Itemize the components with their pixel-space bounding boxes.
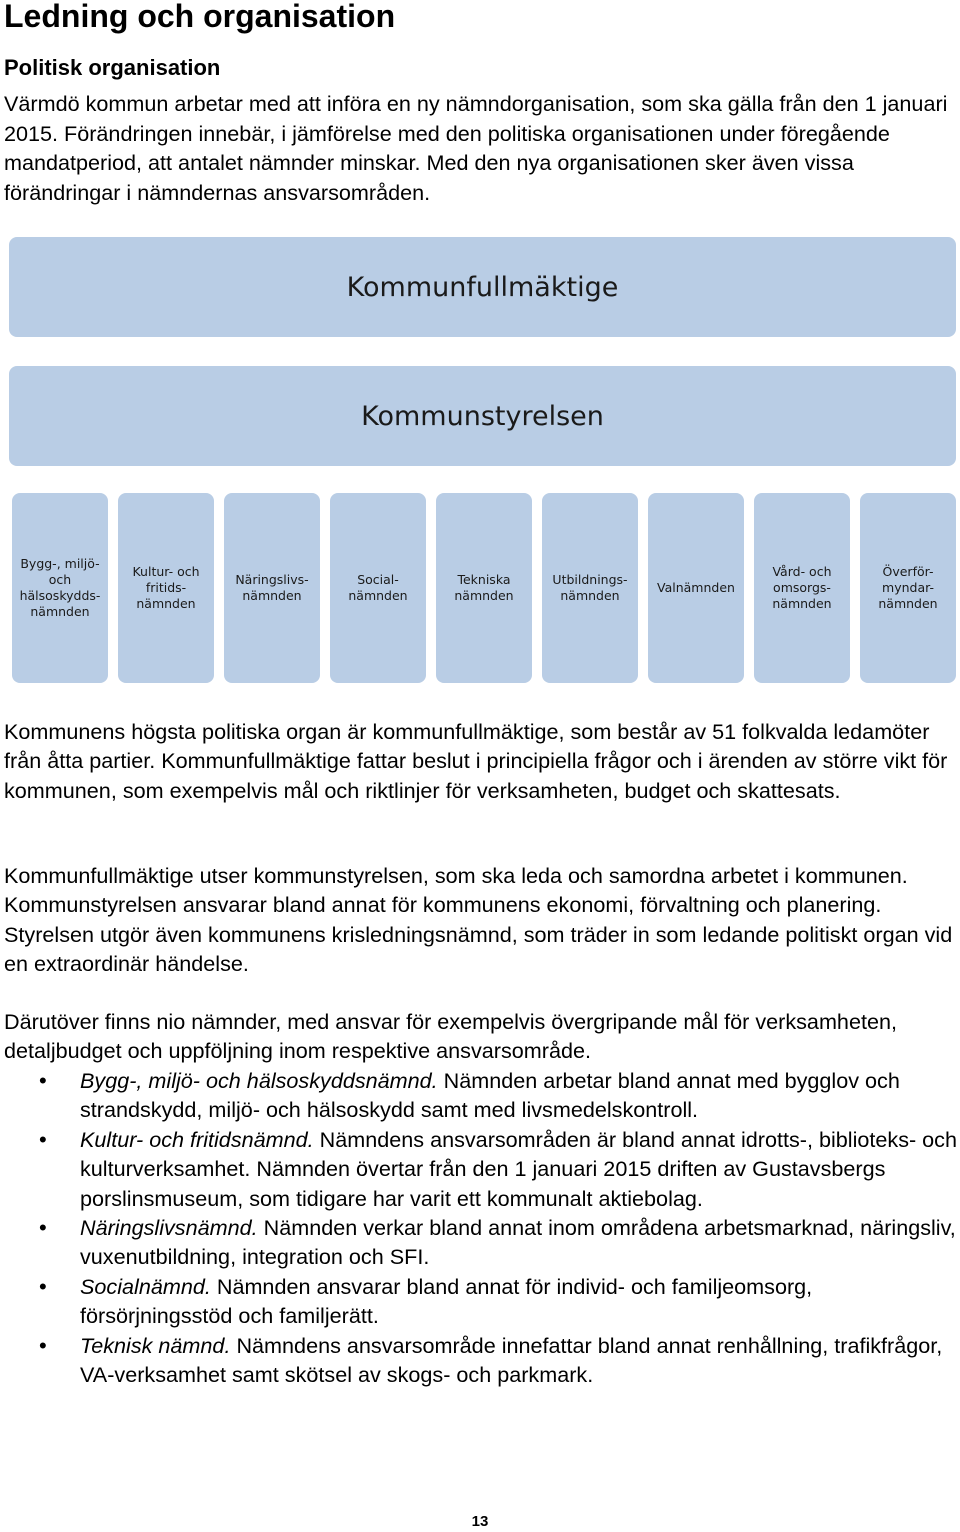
bullet-icon: •: [39, 1126, 47, 1152]
committee-box-utbildning: Utbildnings- nämnden: [542, 493, 638, 683]
committee-box-naringsliv: Näringslivs- nämnden: [224, 493, 320, 683]
list-item: [0, 1272, 958, 1331]
committee-box-kultur: Kultur- och fritids- nämnden: [118, 493, 214, 683]
committee-name: Teknisk nämnd.: [80, 1332, 231, 1358]
list-item: [0, 1125, 958, 1213]
committee-description: Nämnden arbetar bland annat med bygglov och strandskydd, miljö- och hälsoskydd samt med livsmedelskontroll.: [80, 1068, 900, 1123]
list-item: [0, 1213, 958, 1272]
org-box-kommunstyrelsen: Kommunstyrelsen: [9, 366, 956, 466]
body-paragraph: Kommunfullmäktige utser kommunstyrelsen, som ska leda och samordna arbetet i kommunen. Kommunstyrelsen ansvarar bland annat för kommunens ekonomi, förvaltning och planering. Styrelsen utgör även kommunens krisledningsnämnd, som träder in som ledande politiskt organ vid en extraordinär händelse.: [4, 863, 953, 977]
committee-description: Nämndens ansvarsområden är bland annat idrotts-, biblioteks- och kulturverksamhet. Nämnden övertar från den 1 januari 2015 driften av Gustavsbergs porslinsmuseum, som tidigare har varit ett kommunalt aktiebolag.: [80, 1126, 957, 1211]
committee-box-val: Valnämnden: [648, 493, 744, 683]
committee-box-bygg: Bygg-, miljö- och hälsoskydds- nämnden: [12, 493, 108, 683]
committee-name: Näringslivsnämnd.: [80, 1215, 258, 1241]
list-item: [0, 1331, 958, 1390]
bullet-icon: •: [39, 1273, 47, 1299]
committee-name: Kultur- och fritidsnämnd.: [80, 1126, 314, 1152]
page-number: 13: [471, 1513, 489, 1530]
body-paragraph: Därutöver finns nio nämnder, med ansvar för exempelvis övergripande mål för verksamheten, detaljbudget och uppföljning inom respektive ansvarsområde.: [4, 1009, 897, 1064]
intro-paragraph: Värmdö kommun arbetar med att införa en ny nämndorganisation, som ska gälla från den 1 januari 2015. Förändringen innebär, i jämförelse med den politiska organisationen under föregående mandatperiod, att antalet nämnder minskar. Med den nya organisationen sker även vissa förändringar i nämndernas ansvarsområden.: [4, 91, 948, 205]
committee-name: Socialnämnd.: [80, 1273, 211, 1299]
bullet-icon: •: [39, 1332, 47, 1358]
committee-box-social: Social- nämnden: [330, 493, 426, 683]
bullet-icon: •: [39, 1068, 47, 1093]
list-item: [0, 1066, 958, 1125]
committee-row: [12, 493, 956, 683]
committee-description: Nämnden ansvarar bland annat för individ- och familjeomsorg, försörjningsstöd och familjerätt.: [80, 1273, 813, 1329]
bullet-icon: •: [39, 1215, 47, 1241]
committee-description: Nämndens ansvarsområde innefattar bland annat renhållning, trafikfrågor, VA-verksamhet samt skötsel av skogs- och parkmark.: [80, 1332, 943, 1388]
body-paragraph: Kommunens högsta politiska organ är kommunfullmäktige, som består av 51 folkvalda ledamöter från åtta partier. Kommunfullmäktige fattar beslut i principiella frågor och i ärenden av större vikt för kommunen, som exempelvis mål och riktlinjer för verksamheten, budget och skattesats.: [4, 719, 948, 803]
committee-box-vard: Vård- och omsorgs- nämnden: [754, 493, 850, 683]
committee-name: Bygg-, miljö- och hälsoskyddsnämnd.: [80, 1068, 438, 1093]
org-box-kommunfullmaktige: Kommunfullmäktige: [9, 237, 956, 337]
section-heading: Politisk organisation: [4, 55, 221, 80]
page-title: Ledning och organisation: [4, 0, 396, 34]
committee-list: [0, 1066, 958, 1389]
committee-box-teknisk: Tekniska nämnden: [436, 493, 532, 683]
committee-description: Nämnden verkar bland annat inom områdena arbetsmarknad, näringsliv, vuxenutbildning, integration och SFI.: [80, 1215, 956, 1270]
committee-box-overformyndare: Överför- myndar- nämnden: [860, 493, 956, 683]
